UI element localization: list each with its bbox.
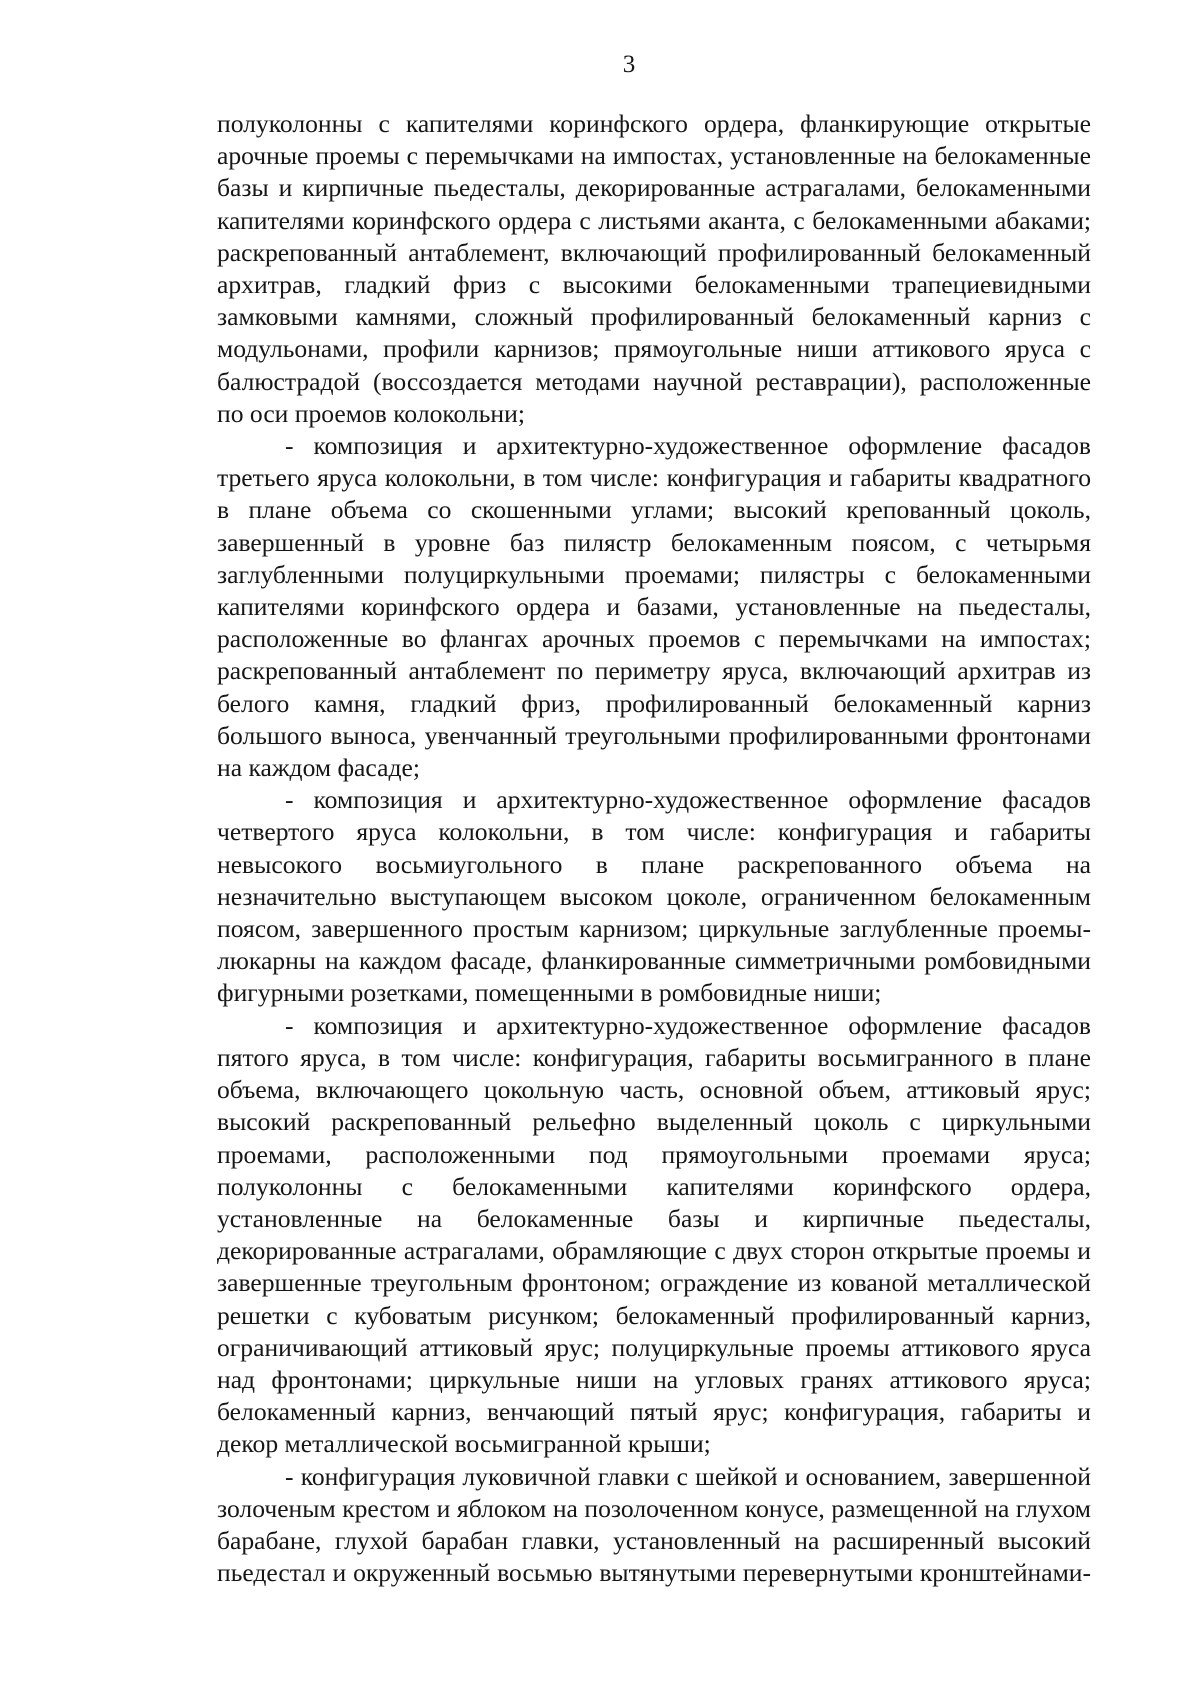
paragraph-second-tier-continuation: полуколонны с капителями коринфского ордера, фланкирующие открытые арочные проемы с перемычками на импостах, установленные на белокаменные базы и кирпичные пьедесталы, декорированные астрагалами, белокаменными капителями коринфского ордера с листьями аканта, с белокаменными абаками; раскрепованный антаблемент, включающий профилированный белокаменный архитрав, гладкий фриз с высокими белокаменными трапециевидными замковыми камнями, сложный профилированный белокаменный карниз с модульонами, профили карнизов; прямоугольные ниши аттикового яруса с балюстрадой (воссоздается методами научной реставрации), расположенные по оси проемов колокольни;	[217, 109, 1091, 428]
body-text	[217, 108, 1091, 1589]
paragraph-dome: - конфигурация луковичной главки с шейкой и основанием, завершенной золоченым крестом и яблоком на позолоченном конусе, размещенной на глухом барабане, глухой барабан главки, установленный на расширенный высокий пьедестал и окруженный восьмью вытянутыми перевернутыми кронштейнами-	[217, 1461, 1091, 1588]
paragraph-fifth-tier: - композиция и архитектурно-художественное оформление фасадов пятого яруса, в том числе: конфигурация, габариты восьмигранного в плане объема, включающего цокольную часть, основной объем, аттиковый ярус; высокий раскрепованный рельефно выделенный цоколь с циркульными проемами, расположенными под прямоугольными проемами яруса; полуколонны с белокаменными капителями коринфского ордера, установленные на белокаменные базы и кирпичные пьедесталы, декорированные астрагалами, обрамляющие с двух сторон открытые проемы и завершенные треугольным фронтоном; ограждение из кованой металлической решетки с кубоватым рисунком; белокаменный профилированный карниз, ограничивающий аттиковый ярус; полуциркульные проемы аттикового яруса над фронтонами; циркульные ниши на угловых гранях аттикового яруса; белокаменный карниз, венчающий пятый ярус; конфигурация, габариты и декор металлической восьмигранной крыши;	[217, 1010, 1091, 1459]
paragraph-third-tier: - композиция и архитектурно-художественное оформление фасадов третьего яруса колокольни, в том числе: конфигурация и габариты квадратного в плане объема со скошенными углами; высокий крепованный цоколь, завершенный в уровне баз пилястр белокаменным поясом, с четырьмя заглубленными полуциркульными проемами; пилястры с белокаменными капителями коринфского ордера и базами, установленные на пьедесталы, расположенные во флангах арочных проемов с перемычками на импостах; раскрепованный антаблемент по периметру яруса, включающий архитрав из белого камня, гладкий фриз, профилированный белокаменный карниз большого выноса, увенчанный треугольными профилированными фронтонами на каждом фасаде;	[217, 431, 1091, 783]
page-number: 3	[622, 51, 636, 78]
paragraph-fourth-tier: - композиция и архитектурно-художественное оформление фасадов четвертого яруса колокольни, в том числе: конфигурация и габариты невысокого восьмиугольного в плане раскрепованного объема на незначительно выступающем высоком цоколе, ограниченном белокаменным поясом, завершенного простым карнизом; циркульные заглубленные проемы-люкарны на каждом фасаде, фланкированные симметричными ромбовидными фигурными розетками, помещенными в ромбовидные ниши;	[217, 785, 1091, 1008]
